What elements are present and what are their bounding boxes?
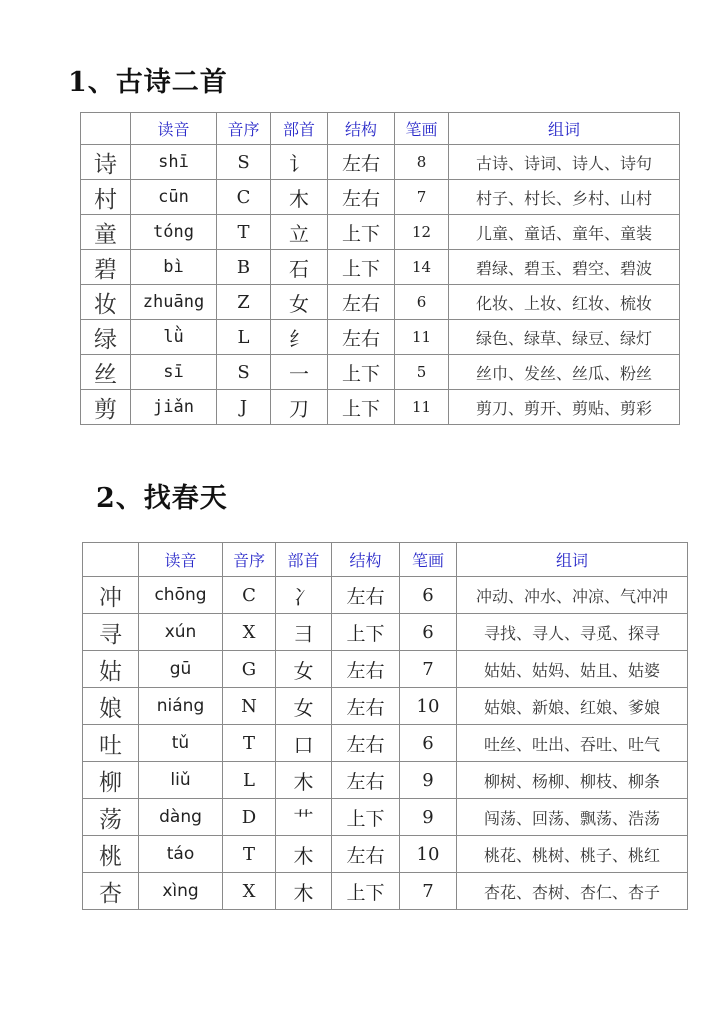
character-cell: 柳 (83, 762, 139, 799)
stroke-count-cell: 11 (395, 320, 449, 355)
stroke-count-cell: 8 (395, 145, 449, 180)
character-table-2 (82, 542, 688, 910)
radical-cell: 冫 (276, 577, 332, 614)
section-title-1: 1、古诗二首 (68, 67, 228, 98)
word-group-cell: 绿色、绿草、绿豆、绿灯 (449, 320, 680, 355)
radical-cell: 彐 (276, 614, 332, 651)
pinyin-cell: dàng (139, 799, 223, 836)
structure-cell: 上下 (332, 799, 400, 836)
table-row (83, 725, 688, 762)
word-group-cell: 儿童、童话、童年、童装 (449, 215, 680, 250)
header-radical: 部首 (276, 543, 332, 577)
stroke-count-cell: 10 (400, 836, 457, 873)
phonetic-order-cell: T (223, 725, 276, 762)
table-row (83, 799, 688, 836)
stroke-count-cell: 9 (400, 762, 457, 799)
phonetic-order-cell: L (223, 762, 276, 799)
stroke-count-cell: 14 (395, 250, 449, 285)
word-group-cell: 姑娘、新娘、红娘、爹娘 (457, 688, 688, 725)
stroke-count-cell: 7 (400, 873, 457, 910)
header-order: 音序 (223, 543, 276, 577)
word-group-cell: 碧绿、碧玉、碧空、碧波 (449, 250, 680, 285)
table-row (83, 651, 688, 688)
table-row (83, 762, 688, 799)
character-cell: 娘 (83, 688, 139, 725)
table-header-row (83, 543, 688, 577)
table-row (81, 320, 680, 355)
table-row (83, 836, 688, 873)
header-words: 组词 (457, 543, 688, 577)
structure-cell: 左右 (332, 725, 400, 762)
radical-cell: 艹 (276, 799, 332, 836)
word-group-cell: 冲动、冲水、冲凉、气冲冲 (457, 577, 688, 614)
radical-cell: 一 (271, 355, 328, 390)
radical-cell: 讠 (271, 145, 328, 180)
word-group-cell: 化妆、上妆、红妆、梳妆 (449, 285, 680, 320)
phonetic-order-cell: B (217, 250, 271, 285)
structure-cell: 左右 (328, 180, 395, 215)
radical-cell: 口 (276, 725, 332, 762)
phonetic-order-cell: X (223, 873, 276, 910)
word-group-cell: 姑姑、姑妈、姑且、姑婆 (457, 651, 688, 688)
word-group-cell: 桃花、桃树、桃子、桃红 (457, 836, 688, 873)
character-cell: 桃 (83, 836, 139, 873)
structure-cell: 左右 (332, 577, 400, 614)
structure-cell: 上下 (328, 390, 395, 425)
character-cell: 荡 (83, 799, 139, 836)
phonetic-order-cell: G (223, 651, 276, 688)
phonetic-order-cell: S (217, 145, 271, 180)
phonetic-order-cell: L (217, 320, 271, 355)
radical-cell: 木 (276, 836, 332, 873)
stroke-count-cell: 11 (395, 390, 449, 425)
radical-cell: 女 (271, 285, 328, 320)
stroke-count-cell: 10 (400, 688, 457, 725)
phonetic-order-cell: T (217, 215, 271, 250)
character-cell: 丝 (81, 355, 131, 390)
phonetic-order-cell: X (223, 614, 276, 651)
pinyin-cell: shī (131, 145, 217, 180)
stroke-count-cell: 7 (395, 180, 449, 215)
structure-cell: 左右 (332, 688, 400, 725)
character-cell: 姑 (83, 651, 139, 688)
word-group-cell: 寻找、寻人、寻觅、探寻 (457, 614, 688, 651)
radical-cell: 木 (276, 873, 332, 910)
character-cell: 村 (81, 180, 131, 215)
header-pinyin: 读音 (139, 543, 223, 577)
character-cell: 吐 (83, 725, 139, 762)
word-group-cell: 柳树、杨柳、柳枝、柳条 (457, 762, 688, 799)
radical-cell: 女 (276, 651, 332, 688)
character-cell: 童 (81, 215, 131, 250)
radical-cell: 女 (276, 688, 332, 725)
phonetic-order-cell: Z (217, 285, 271, 320)
pinyin-cell: lǜ (131, 320, 217, 355)
phonetic-order-cell: C (217, 180, 271, 215)
structure-cell: 上下 (328, 215, 395, 250)
pinyin-cell: zhuāng (131, 285, 217, 320)
phonetic-order-cell: N (223, 688, 276, 725)
pinyin-cell: bì (131, 250, 217, 285)
pinyin-cell: tǔ (139, 725, 223, 762)
stroke-count-cell: 12 (395, 215, 449, 250)
phonetic-order-cell: S (217, 355, 271, 390)
phonetic-order-cell: D (223, 799, 276, 836)
character-table-1 (80, 112, 680, 425)
structure-cell: 上下 (328, 355, 395, 390)
stroke-count-cell: 6 (400, 614, 457, 651)
character-cell: 剪 (81, 390, 131, 425)
structure-cell: 上下 (328, 250, 395, 285)
word-group-cell: 剪刀、剪开、剪贴、剪彩 (449, 390, 680, 425)
structure-cell: 左右 (328, 285, 395, 320)
header-order: 音序 (217, 113, 271, 145)
word-group-cell: 杏花、杏树、杏仁、杏子 (457, 873, 688, 910)
character-cell: 妆 (81, 285, 131, 320)
structure-cell: 左右 (332, 651, 400, 688)
phonetic-order-cell: J (217, 390, 271, 425)
table-row (81, 390, 680, 425)
character-cell: 冲 (83, 577, 139, 614)
structure-cell: 左右 (332, 836, 400, 873)
table-row (81, 250, 680, 285)
pinyin-cell: cūn (131, 180, 217, 215)
word-group-cell: 村子、村长、乡村、山村 (449, 180, 680, 215)
table-row (81, 355, 680, 390)
word-group-cell: 丝巾、发丝、丝瓜、粉丝 (449, 355, 680, 390)
pinyin-cell: xìng (139, 873, 223, 910)
table-row (83, 614, 688, 651)
pinyin-cell: táo (139, 836, 223, 873)
radical-cell: 木 (276, 762, 332, 799)
word-group-cell: 闯荡、回荡、飘荡、浩荡 (457, 799, 688, 836)
character-cell: 杏 (83, 873, 139, 910)
header-strokes: 笔画 (400, 543, 457, 577)
word-group-cell: 古诗、诗词、诗人、诗句 (449, 145, 680, 180)
header-words: 组词 (449, 113, 680, 145)
radical-cell: 石 (271, 250, 328, 285)
table-row (83, 688, 688, 725)
header-pinyin: 读音 (131, 113, 217, 145)
header-strokes: 笔画 (395, 113, 449, 145)
radical-cell: 刀 (271, 390, 328, 425)
structure-cell: 上下 (332, 873, 400, 910)
pinyin-cell: sī (131, 355, 217, 390)
stroke-count-cell: 6 (400, 577, 457, 614)
phonetic-order-cell: T (223, 836, 276, 873)
table-row (81, 215, 680, 250)
pinyin-cell: xún (139, 614, 223, 651)
character-cell: 碧 (81, 250, 131, 285)
header-radical: 部首 (271, 113, 328, 145)
header-structure: 结构 (328, 113, 395, 145)
phonetic-order-cell: C (223, 577, 276, 614)
structure-cell: 左右 (332, 762, 400, 799)
character-cell: 诗 (81, 145, 131, 180)
character-cell: 绿 (81, 320, 131, 355)
table-row (83, 577, 688, 614)
word-group-cell: 吐丝、吐出、吞吐、吐气 (457, 725, 688, 762)
stroke-count-cell: 6 (395, 285, 449, 320)
table-header-row (81, 113, 680, 145)
table-row (81, 285, 680, 320)
structure-cell: 左右 (328, 320, 395, 355)
table-row (83, 873, 688, 910)
stroke-count-cell: 7 (400, 651, 457, 688)
radical-cell: 立 (271, 215, 328, 250)
stroke-count-cell: 9 (400, 799, 457, 836)
character-cell: 寻 (83, 614, 139, 651)
header-blank (83, 543, 139, 577)
pinyin-cell: jiǎn (131, 390, 217, 425)
structure-cell: 左右 (328, 145, 395, 180)
pinyin-cell: liǔ (139, 762, 223, 799)
stroke-count-cell: 5 (395, 355, 449, 390)
stroke-count-cell: 6 (400, 725, 457, 762)
table-row (81, 180, 680, 215)
pinyin-cell: chōng (139, 577, 223, 614)
pinyin-cell: gū (139, 651, 223, 688)
radical-cell: 木 (271, 180, 328, 215)
pinyin-cell: tóng (131, 215, 217, 250)
section-title-2: 2、找春天 (96, 483, 228, 514)
pinyin-cell: niáng (139, 688, 223, 725)
header-blank (81, 113, 131, 145)
radical-cell: 纟 (271, 320, 328, 355)
structure-cell: 上下 (332, 614, 400, 651)
header-structure: 结构 (332, 543, 400, 577)
table-row (81, 145, 680, 180)
